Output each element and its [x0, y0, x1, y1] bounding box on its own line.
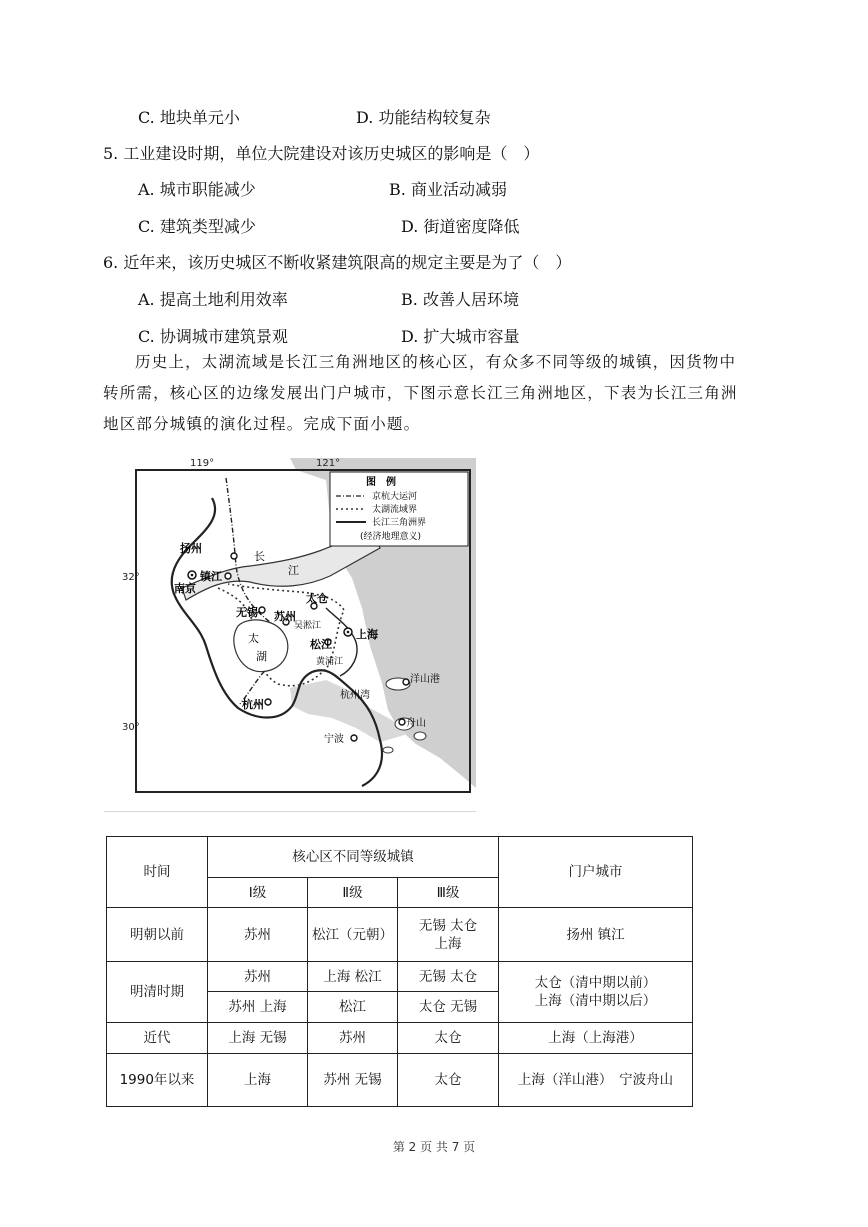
q5-stem: 5. 工业建设时期，单位大院建设对该历史城区的影响是（ ） [103, 144, 540, 163]
cell-level-2: 上海 松江 [308, 962, 398, 992]
label-huangpu: 黄浦江 [316, 657, 344, 667]
legend-note: (经济地理意义) [360, 532, 422, 542]
cell-time: 1990年以来 [107, 1054, 208, 1107]
cell-time: 明清时期 [107, 962, 208, 1023]
cell-level-3: 太仓 无锡 [398, 992, 499, 1023]
cell-gateway: 扬州 镇江 [499, 908, 693, 962]
table-header-row-1 [107, 837, 693, 878]
cell-level-2: 松江 [308, 992, 398, 1023]
yangshan-marker [403, 679, 409, 685]
map-legend [330, 472, 468, 546]
shanghai-marker-dot [347, 631, 350, 634]
zhoushan-island-2 [414, 732, 426, 740]
taihu-lake [234, 620, 288, 672]
legend-basin-label: 太湖流域界 [372, 505, 418, 515]
cell-level-3-line-2: 上海 [434, 935, 462, 952]
cell-level-2: 苏州 无锡 [308, 1054, 398, 1107]
legend-canal-label: 京杭大运河 [372, 492, 418, 502]
cell-level-1: 上海 无锡 [208, 1023, 308, 1054]
label-chang: 长 [254, 550, 265, 563]
header-level-3: Ⅲ级 [398, 878, 499, 908]
cell-time: 近代 [107, 1023, 208, 1054]
cell-time: 明朝以前 [107, 908, 208, 962]
q5-option-c: C. 建筑类型减少 [138, 217, 256, 236]
q6-option-b: B. 改善人居环境 [401, 290, 519, 309]
label-taicang: 太仓 [306, 592, 328, 605]
header-level-2: Ⅱ级 [308, 878, 398, 908]
q6-stem: 6. 近年来，该历史城区不断收紧建筑限高的规定主要是为了（ ） [103, 253, 572, 272]
cell-level-2: 松江（元朝） [308, 908, 398, 962]
yangzhou-marker [231, 553, 237, 559]
table-row [107, 962, 693, 992]
header-core: 核心区不同等级城镇 [208, 837, 499, 878]
table-row [107, 1023, 693, 1054]
lat-label-30: 30° [122, 722, 140, 733]
cell-level-1: 苏州 上海 [208, 992, 308, 1023]
label-ningbo: 宁波 [324, 734, 344, 745]
cell-gateway [499, 962, 693, 1023]
lon-label-119: 119° [190, 458, 215, 469]
table-row [107, 1054, 693, 1107]
label-jiang: 江 [288, 564, 299, 577]
cell-gateway: 上海（上海港） [499, 1023, 693, 1054]
ningbo-marker [351, 735, 357, 741]
cell-level-3: 太仓 [398, 1054, 499, 1107]
cell-level-3-line-1: 无锡 太仓 [418, 917, 478, 934]
legend-title: 图 例 [366, 477, 396, 488]
cell-level-3: 太仓 [398, 1023, 499, 1054]
cell-level-1: 苏州 [208, 962, 308, 992]
cell-level-1: 上海 [208, 1054, 308, 1107]
q5-option-d: D. 街道密度降低 [401, 217, 520, 236]
header-time: 时间 [107, 837, 208, 908]
header-level-1: Ⅰ级 [208, 878, 308, 908]
lat-label-32: 32° [122, 572, 140, 583]
label-hu: 湖 [256, 650, 267, 663]
yangtze-delta-map [122, 458, 476, 804]
passage-line-3: 地区部分城镇的演化过程。完成下面小题。 [103, 415, 421, 433]
cell-gateway: 上海（洋山港） 宁波舟山 [499, 1054, 693, 1107]
q6-option-a: A. 提高土地利用效率 [138, 290, 288, 309]
label-zhenjiang: 镇江 [200, 570, 222, 583]
q6-option-d: D. 扩大城市容量 [401, 327, 520, 346]
hangzhou-marker [265, 699, 271, 705]
label-nanjing: 南京 [174, 582, 196, 595]
label-yangshan: 洋山港 [410, 674, 440, 685]
q4-option-c: C. 地块单元小 [138, 108, 240, 127]
page-footer: 第 2 页 共 7 页 [392, 1140, 476, 1154]
passage-line-2: 转所需，核心区的边缘发展出门户城市，下图示意长江三角洲地区，下表为长江三角洲 [103, 384, 738, 402]
zhoushan-marker [399, 719, 405, 725]
label-shanghai: 上海 [356, 628, 378, 641]
passage [103, 347, 783, 440]
nanjing-marker-dot [191, 574, 194, 577]
lon-label-121: 121° [316, 458, 341, 469]
label-songjiang: 松江 [310, 638, 332, 651]
label-wuxi: 无锡 [236, 606, 258, 619]
zhoushan-island-3 [383, 747, 393, 753]
label-hangzhouwan: 杭州湾 [340, 690, 370, 701]
q6-option-c: C. 协调城市建筑景观 [138, 327, 288, 346]
q4-option-d: D. 功能结构较复杂 [356, 108, 491, 127]
zhenjiang-marker [225, 573, 231, 579]
cell-gateway-line-2: 上海（清中期以后） [534, 993, 657, 1009]
label-tai: 太 [248, 632, 259, 645]
passage-line-1: 历史上，太湖流域是长江三角洲地区的核心区，有众多不同等级的城镇，因货物中 [135, 353, 737, 371]
legend-delta-label: 长江三角洲界 [372, 518, 427, 528]
cell-gateway-line-1: 太仓（清中期以前） [534, 975, 657, 991]
label-wusong: 吴淞江 [294, 621, 322, 631]
town-evolution-table [106, 836, 693, 1107]
cell-level-2: 苏州 [308, 1023, 398, 1054]
cell-level-3: 无锡 太仓 [398, 962, 499, 992]
label-suzhou: 苏州 [274, 610, 296, 623]
q5-option-a: A. 城市职能减少 [138, 180, 256, 199]
cell-level-1: 苏州 [208, 908, 308, 962]
label-hangzhou: 杭州 [242, 698, 264, 711]
label-zhoushan: 舟山 [406, 718, 426, 729]
header-gateway: 门户城市 [499, 837, 693, 908]
q5-option-b: B. 商业活动减弱 [389, 180, 507, 199]
label-yangzhou: 扬州 [180, 542, 202, 555]
cell-level-3 [398, 908, 499, 962]
wuxi-marker [259, 607, 265, 613]
figure-divider [104, 811, 476, 812]
table-row [107, 908, 693, 962]
